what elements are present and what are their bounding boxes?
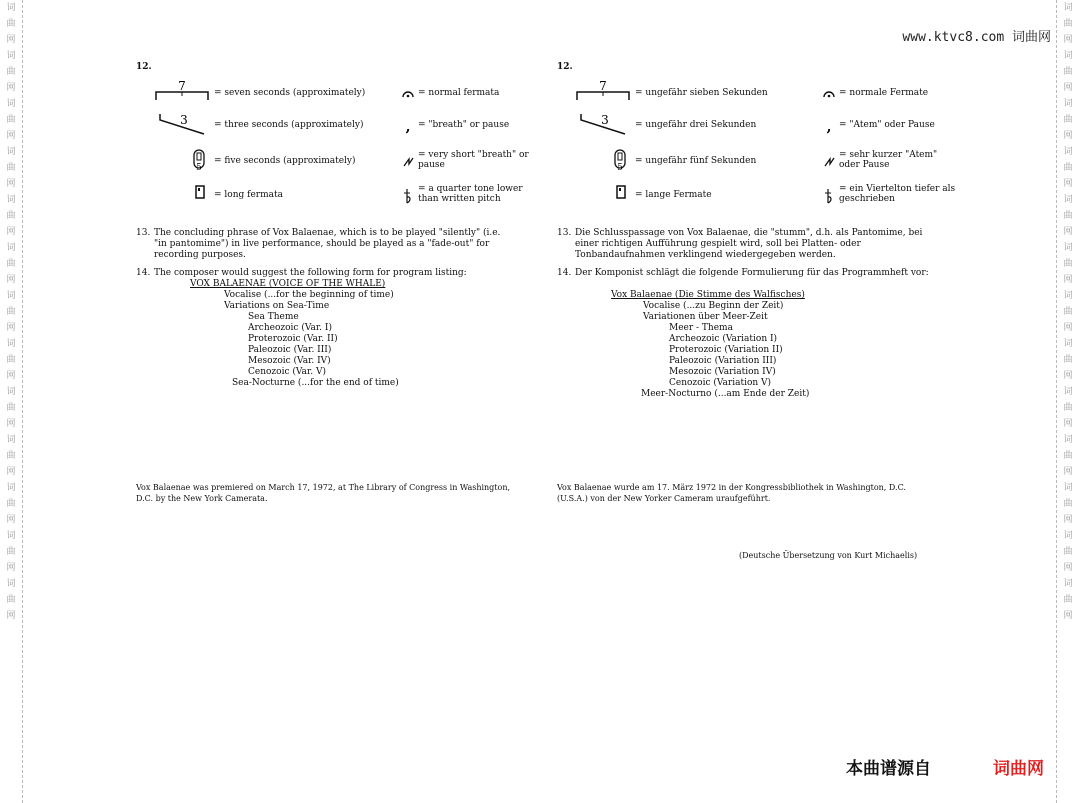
svg-text:3: 3 xyxy=(180,113,188,127)
listing-item: Vocalise (...for the beginning of time) xyxy=(224,290,394,300)
svg-text:7: 7 xyxy=(178,79,186,93)
item-13-text: Die Schlusspassage von Vox Balaenae, die "stumm", d.h. als Pantomime, bei einer richtigen Aufführung gespielt wird, soll bei Platten- oder Tonbandaufnahmen verklingend wiedergegeben werden. xyxy=(575,228,923,260)
watermark-glyph: 词 xyxy=(6,579,16,589)
watermark-glyph: 词 xyxy=(6,99,16,109)
item-14 xyxy=(136,268,516,279)
watermark-glyph: 曲 xyxy=(6,499,16,509)
quarter-tone-flat-icon xyxy=(400,188,416,204)
watermark-glyph: 词 xyxy=(6,483,16,493)
watermark-glyph: 曲 xyxy=(6,307,16,317)
watermark-glyph: 曲 xyxy=(6,355,16,365)
bracket-3-icon xyxy=(575,112,631,138)
symbol-description: = lange Fermate xyxy=(635,190,712,200)
listing-item: Variations on Sea-Time xyxy=(224,301,330,311)
item-12-number: 12. xyxy=(557,62,573,72)
watermark-glyph: 曲 xyxy=(1063,355,1073,365)
symbol-row xyxy=(557,80,957,106)
listing-item: Proterozoic (Var. II) xyxy=(248,334,338,344)
watermark-glyph: 网 xyxy=(6,131,16,141)
watermark-glyph: 曲 xyxy=(1063,547,1073,557)
symbol2-description: = normale Fermate xyxy=(839,88,929,98)
svg-text:,: , xyxy=(405,119,411,135)
long-fermata-5-icon xyxy=(575,148,631,174)
watermark-glyph: 网 xyxy=(6,563,16,573)
symbol-description: = five seconds (approximately) xyxy=(214,156,356,166)
watermark-glyph: 曲 xyxy=(1063,19,1073,29)
watermark-glyph: 曲 xyxy=(6,115,16,125)
breath-mark-icon xyxy=(821,118,837,134)
watermark-glyph: 词 xyxy=(1063,579,1073,589)
watermark-glyph: 词 xyxy=(6,195,16,205)
item-13-text: The concluding phrase of Vox Balaenae, which is to be played "silently" (i.e. "in pantomime") in live performance, should be played as a "fade-out" for recording purposes. xyxy=(154,228,501,260)
svg-text:5: 5 xyxy=(617,163,623,173)
watermark-glyph: 网 xyxy=(1063,563,1073,573)
watermark-glyph: 网 xyxy=(6,179,16,189)
item-14-text: The composer would suggest the following form for program listing: xyxy=(154,268,467,278)
listing-item: Variationen über Meer-Zeit xyxy=(643,312,768,322)
watermark-glyph: 词 xyxy=(1063,483,1073,493)
watermark-glyph: 网 xyxy=(6,35,16,45)
watermark-glyph: 网 xyxy=(1063,275,1073,285)
listing-title: Vox Balaenae (Die Stimme des Walfisches) xyxy=(611,290,805,300)
symbol-row xyxy=(136,112,536,138)
symbol-description: = ungefähr fünf Sekunden xyxy=(635,156,757,166)
watermark-glyph: 网 xyxy=(6,419,16,429)
watermark-glyph: 网 xyxy=(6,275,16,285)
watermark-glyph: 曲 xyxy=(1063,451,1073,461)
bracket-7-icon xyxy=(154,80,210,106)
watermark-glyph: 词 xyxy=(1063,387,1073,397)
watermark-glyph: 网 xyxy=(6,467,16,477)
quarter-tone-flat-icon xyxy=(821,188,837,204)
listing-item: Cenozoic (Var. V) xyxy=(248,367,326,377)
breath-mark-icon xyxy=(400,118,416,134)
watermark-glyph: 网 xyxy=(1063,227,1073,237)
long-fermata-5-icon xyxy=(154,148,210,174)
watermark-glyph: 曲 xyxy=(6,67,16,77)
watermark-glyph: 曲 xyxy=(6,163,16,173)
watermark-glyph: 网 xyxy=(1063,467,1073,477)
listing-item: Mesozoic (Var. IV) xyxy=(248,356,331,366)
watermark-glyph: 词 xyxy=(6,339,16,349)
svg-text:7: 7 xyxy=(599,79,607,93)
watermark-glyph: 网 xyxy=(1063,83,1073,93)
square-fermata-icon xyxy=(154,182,210,208)
watermark-glyph: 曲 xyxy=(1063,211,1073,221)
watermark-glyph: 曲 xyxy=(1063,403,1073,413)
watermark-glyph: 词 xyxy=(6,3,16,13)
item-14-text: Der Komponist schlägt die folgende Formulierung für das Programmheft vor: xyxy=(575,268,929,278)
symbol-description: = seven seconds (approximately) xyxy=(214,88,366,98)
watermark-glyph: 词 xyxy=(1063,531,1073,541)
watermark-glyph: 网 xyxy=(1063,515,1073,525)
watermark-strip-left xyxy=(0,0,23,803)
watermark-glyph: 词 xyxy=(1063,243,1073,253)
listing-item: Cenozoic (Variation V) xyxy=(669,378,772,388)
watermark-glyph: 网 xyxy=(6,227,16,237)
square-fermata-icon xyxy=(575,182,631,208)
bracket-7-icon xyxy=(575,80,631,106)
watermark-glyph: 词 xyxy=(6,243,16,253)
watermark-glyph: 网 xyxy=(1063,323,1073,333)
watermark-glyph: 网 xyxy=(1063,371,1073,381)
watermark-glyph: 词 xyxy=(1063,51,1073,61)
watermark-glyph: 词 xyxy=(1063,147,1073,157)
watermark-glyph: 词 xyxy=(1063,435,1073,445)
watermark-glyph: 曲 xyxy=(1063,67,1073,77)
symbol2-description: = sehr kurzer "Atem" oder Pause xyxy=(839,150,938,170)
listing-item: Archeozoic (Var. I) xyxy=(248,323,332,333)
watermark-glyph: 曲 xyxy=(6,595,16,605)
symbol-row xyxy=(557,148,957,174)
watermark-glyph: 网 xyxy=(1063,131,1073,141)
watermark-glyph: 网 xyxy=(1063,35,1073,45)
item-12-number: 12. xyxy=(136,62,152,72)
svg-text:3: 3 xyxy=(601,113,609,127)
watermark-glyph: 曲 xyxy=(6,259,16,269)
symbol2-description: = normal fermata xyxy=(418,88,500,98)
symbol-row xyxy=(557,182,957,208)
symbol-description: = ungefähr drei Sekunden xyxy=(635,120,757,130)
listing-item: Vocalise (...zu Beginn der Zeit) xyxy=(643,301,784,311)
item-13-number: 13. xyxy=(557,228,572,238)
listing-item: Meer - Thema xyxy=(669,323,733,333)
bracket-3-icon xyxy=(154,112,210,138)
item-14-number: 14. xyxy=(557,268,572,278)
watermark-glyph: 词 xyxy=(6,387,16,397)
watermark-glyph: 曲 xyxy=(1063,307,1073,317)
symbol-row xyxy=(136,182,536,208)
listing-item: Paleozoic (Variation III) xyxy=(669,356,777,366)
symbol-row xyxy=(136,80,536,106)
watermark-glyph: 网 xyxy=(6,371,16,381)
listing-title: VOX BALAENAE (VOICE OF THE WHALE) xyxy=(190,279,386,289)
item-14 xyxy=(557,268,937,279)
watermark-glyph: 词 xyxy=(6,291,16,301)
fermata-icon xyxy=(400,86,416,102)
symbol2-description: = ein Viertelton tiefer als geschrieben xyxy=(839,184,956,204)
watermark-glyph: 网 xyxy=(6,515,16,525)
svg-text:,: , xyxy=(826,119,832,135)
watermark-glyph: 曲 xyxy=(1063,259,1073,269)
symbol2-description: = very short "breath" or pause xyxy=(418,150,529,170)
symbol2-description: = "breath" or pause xyxy=(418,120,510,130)
watermark-glyph: 网 xyxy=(1063,419,1073,429)
symbol2-description: = a quarter tone lower than written pitch xyxy=(418,184,523,204)
watermark-glyph: 词 xyxy=(1063,3,1073,13)
item-13 xyxy=(557,228,937,261)
symbol-description: = long fermata xyxy=(214,190,283,200)
watermark-strip-right xyxy=(1056,0,1079,803)
watermark-glyph: 词 xyxy=(6,435,16,445)
premiere-footnote: Vox Balaenae was premiered on March 17, 1972, at The Library of Congress in Washington, D.C. by the New York Camerata. xyxy=(136,483,511,503)
listing-item: Sea-Nocturne (...for the end of time) xyxy=(232,378,399,388)
listing-item: Archeozoic (Variation I) xyxy=(669,334,778,344)
translator-credit: (Deutsche Übersetzung von Kurt Michaelis) xyxy=(739,551,918,560)
watermark-glyph: 曲 xyxy=(6,547,16,557)
symbol-description: = ungefähr sieben Sekunden xyxy=(635,88,768,98)
watermark-glyph: 词 xyxy=(6,531,16,541)
listing-item: Proterozoic (Variation II) xyxy=(669,345,783,355)
fermata-icon xyxy=(821,86,837,102)
watermark-glyph: 词 xyxy=(6,51,16,61)
symbol-row xyxy=(136,148,536,174)
listing-item: Meer-Nocturno (...am Ende der Zeit) xyxy=(641,389,810,399)
listing-item: Mesozoic (Variation IV) xyxy=(669,367,776,377)
listing-item: Sea Theme xyxy=(248,312,299,322)
watermark-glyph: 曲 xyxy=(6,19,16,29)
watermark-glyph: 词 xyxy=(1063,339,1073,349)
item-13 xyxy=(136,228,516,261)
watermark-glyph: 网 xyxy=(1063,611,1073,621)
listing-item: Paleozoic (Var. III) xyxy=(248,345,332,355)
watermark-glyph: 词 xyxy=(1063,195,1073,205)
watermark-glyph: 词 xyxy=(1063,99,1073,109)
symbol-row xyxy=(557,112,957,138)
watermark-glyph: 曲 xyxy=(1063,163,1073,173)
watermark-glyph: 网 xyxy=(6,323,16,333)
watermark-glyph: 曲 xyxy=(6,403,16,413)
watermark-glyph: 曲 xyxy=(6,451,16,461)
svg-text:5: 5 xyxy=(196,163,202,173)
item-13-number: 13. xyxy=(136,228,151,238)
watermark-source-label: 本曲谱源自 xyxy=(846,759,931,779)
item-14-number: 14. xyxy=(136,268,151,278)
watermark-url: www.ktvc8.com 词曲网 xyxy=(902,30,1051,45)
watermark-glyph: 曲 xyxy=(6,211,16,221)
short-breath-icon xyxy=(821,154,837,170)
premiere-footnote: Vox Balaenae wurde am 17. März 1972 in der Kongressbibliothek in Washington, D.C. (U.S.A.) von der New Yorker Cameram uraufgeführt. xyxy=(557,483,906,503)
watermark-site-name: 词曲网 xyxy=(993,759,1044,779)
symbol2-description: = "Atem" oder Pause xyxy=(839,120,935,130)
watermark-glyph: 网 xyxy=(6,611,16,621)
watermark-glyph: 曲 xyxy=(1063,499,1073,509)
watermark-glyph: 词 xyxy=(6,147,16,157)
watermark-glyph: 词 xyxy=(1063,291,1073,301)
short-breath-icon xyxy=(400,154,416,170)
watermark-glyph: 网 xyxy=(6,83,16,93)
watermark-glyph: 曲 xyxy=(1063,115,1073,125)
watermark-glyph: 网 xyxy=(1063,179,1073,189)
watermark-glyph: 曲 xyxy=(1063,595,1073,605)
symbol-description: = three seconds (approximately) xyxy=(214,120,364,130)
